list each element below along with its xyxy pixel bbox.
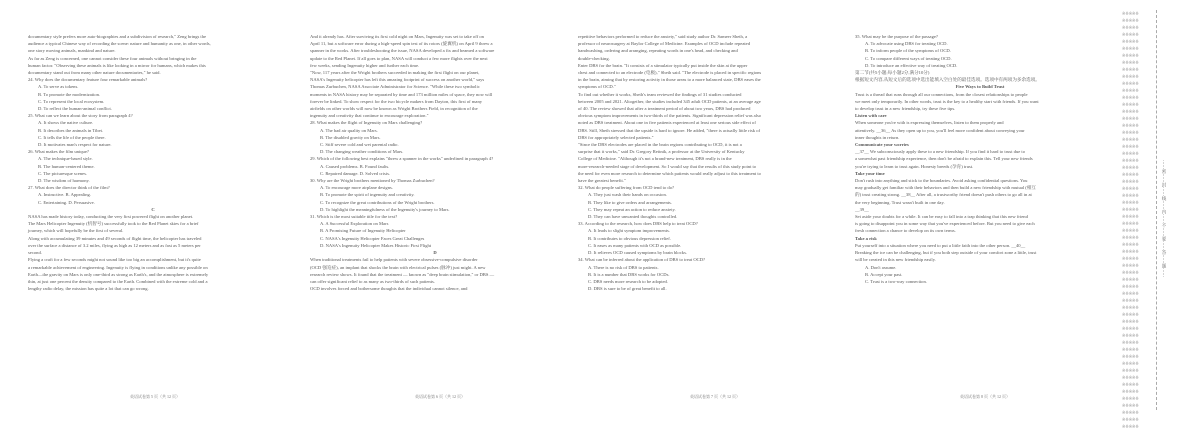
text-line: spanner in the works. After troubleshooting the issue, NASA developed a fix and beamed a software bbox=[310, 48, 495, 54]
text-line: 30. Why are the Wright brothers mentioned by Thomas Zurbuchen? bbox=[310, 178, 435, 184]
text-line: documentary stand out from many other nature documentaries," he said. bbox=[28, 70, 161, 76]
column-page-8 bbox=[855, 33, 1105, 393]
text-line: of 40. The review showed that after a treatment period of about two years, DBS had produced bbox=[578, 106, 751, 112]
text-line: attentively. __36__ As they open up to you, you'll feel more confident about conveying your bbox=[855, 127, 1025, 133]
text-line: OCD involves forced and bothersome thoughts that the individual cannot silence, and bbox=[310, 286, 468, 292]
text-line: B. Accept your past. bbox=[865, 271, 903, 277]
text-line: ingenuity and creativity that continue to encourage exploration." bbox=[310, 113, 429, 119]
column-page-7 bbox=[578, 33, 832, 393]
text-line: NASA has made history today, conducting the very first powered flight on another planet. bbox=[28, 214, 194, 220]
text-line: one story moving animals, mankind and nature. bbox=[28, 48, 116, 54]
text-line: 33. According to the research, how does DBS help to treat OCD? bbox=[578, 221, 698, 227]
text-line: Take a risk bbox=[855, 235, 877, 241]
text-line: "Now, 117 years after the Wright brothers succeeded in making the first flight on our planet, bbox=[310, 70, 480, 76]
text-line: B. A Promising Future of Ingenuity Helicopter bbox=[320, 228, 406, 234]
text-line: between 2005 and 2021. Altogether, the studies included 345 adult OCD patients, at an average age bbox=[578, 98, 761, 104]
text-line: A. To serve as tokens. bbox=[38, 84, 79, 90]
text-line: D. It motivates man's respect for nature. bbox=[38, 142, 112, 148]
text-line: C. To compare different ways of treating OCD. bbox=[865, 55, 952, 61]
text-line: Take your time bbox=[855, 170, 885, 176]
text-line: 32. What do people suffering from OCD tend to do? bbox=[578, 185, 675, 191]
binding-margin bbox=[1118, 0, 1200, 429]
text-line: A. The technique-based style. bbox=[38, 156, 93, 162]
seal-line-text: ……密……封……线……内……不……要……答……题…… bbox=[1161, 160, 1166, 277]
text-line: __37__ We subconsciously apply these to a new friendship. If you find it hard to trust due to bbox=[855, 149, 1025, 155]
text-line: 34. What can be inferred about the application of DBS to treat OCD? bbox=[578, 257, 706, 263]
text-line: journey, which will hopefully be the first of several. bbox=[28, 228, 124, 234]
text-line: B. The disabled gravity on Mars. bbox=[320, 134, 381, 140]
page-footer-8: 英语试卷第 8 页（共 12 页） bbox=[960, 394, 1010, 399]
text-line: The Mars Helicopter Ingenuity (机智号) successfully took to the Red Planet skies for a brief bbox=[28, 221, 199, 227]
text-line: B. To inform people of the symptoms of OCD. bbox=[865, 48, 951, 54]
text-line: can offer significant relief to as many as two-thirds of such patients. bbox=[310, 278, 435, 284]
text-line: you're trying to learn to trust again. Honesty breeds (孕育) trust. bbox=[855, 163, 974, 169]
text-line: chest and connected to an electrode (电极)," Sheth said. "The electrode is placed in specific regions bbox=[578, 70, 762, 76]
text-line: 31. Which is the most suitable title for the text? bbox=[310, 214, 398, 220]
text-line: B. The human-centered theme. bbox=[38, 163, 95, 169]
text-line: April 11, but a software error during a high-speed spin test of its rotors (旋翼机) on April 9 threw a bbox=[310, 41, 493, 47]
text-line: C. Repaired damage. D. Solved crisis. bbox=[320, 170, 391, 176]
text-line: research review shows. It found that the treatment — known as "deep brain stimulation," or DBS — bbox=[310, 271, 495, 277]
text-line: D. The changing weather conditions of Mars. bbox=[320, 149, 404, 155]
text-line: __39__ bbox=[855, 206, 869, 212]
text-line: D. DBS is sure to be of great benefit to all. bbox=[588, 286, 667, 292]
text-line: When someone you're with is expressing themselves, listen to them properly and bbox=[855, 120, 1004, 126]
text-line: C. To recognize the great contributions of the Wright brothers. bbox=[320, 199, 435, 205]
seal-line bbox=[1156, 10, 1157, 410]
text-line: fresh connection a chance to develop on its own terms. bbox=[855, 228, 956, 234]
text-line: is going to disappoint you in some way that you've experienced before. But you need to give each bbox=[855, 221, 1035, 227]
text-line: As far as Zeng is concerned, one cannot consider these four animals without bringing in the bbox=[28, 55, 197, 61]
page-footer-5: 英语试卷第 5 页（共 12 页） bbox=[130, 394, 180, 399]
text-line: D. To introduce an effective way of treating OCD. bbox=[865, 62, 958, 68]
text-line: handwashing, ordering and arranging, repeating words in one's head, and checking and bbox=[578, 48, 738, 54]
text-line: 35. What may be the purpose of the passage? bbox=[855, 34, 938, 39]
text-line: D bbox=[433, 250, 437, 256]
margin-dot-pattern: ※※※※※ ※※※※※ ※※※※※ ※※※※※ ※※※※※ ※※※※※ ※※※※※ ※※※※※ ※※※※※ ※※※※※ ※※※※※ ※※※※※ ※※※※※ ※※※※※ ※※※※※ ※※※※※ ※※※※※ ※※※※※ ※※※※※ ※※※※※ ※※※※※ ※※※※※ ※※※※※ ※※※※※ ※※※※※ ※※※※※ ※※※※※ ※※※※※ ※※※※※ ※※※※※ ※※※※※ ※※※※※ ※※※※※ ※※※※※ ※※※※※ ※※※※※ ※※※※※ ※※※※※ ※※※※※ ※※※※※ ※※※※※ ※※※※※ ※※※※※ ※※※※※ ※※※※※ ※※※※※ ※※※※※ ※※※※※ ※※※※※ ※※※※※ ※※※※※ ※※※※※ ※※※※※ ※※※※※ ※※※※※ ※※※※※ ※※※※※ ※※※※※ ※※※※※ ※※※※※ bbox=[1122, 11, 1139, 429]
text-line: A. To advocate using DBS for treating OCD. bbox=[865, 41, 948, 47]
text-line: Five Ways to Build Trust bbox=[955, 84, 1005, 90]
text-line: Enter DBS for the brain. "It consists of a stimulator typically put inside the skin at the upper bbox=[578, 62, 748, 68]
text-line: D. The wisdom of harmony. bbox=[38, 178, 90, 184]
text-line: may gradually get familiar with their behaviors and then build a new friendship with mutual (相互 bbox=[855, 185, 1037, 191]
text-line: D. NASA's Ingenuity Helicopter Makes Historic First Flight bbox=[320, 242, 432, 248]
text-line: 24. Why does the documentary feature four remarkable animals? bbox=[28, 77, 148, 83]
page-footer-6: 英语试卷第 6 页（共 12 页） bbox=[415, 394, 465, 399]
text-line: "Since the DBS electrodes are placed in the brain regions contributing to OCD, it is not a bbox=[578, 142, 742, 148]
text-line: D. It relieves OCD caused symptoms by brain blocks. bbox=[588, 250, 688, 256]
text-line: we meet only temporarily. In other words, trust is the key to a healthy start with friends. If you want bbox=[855, 98, 1039, 104]
page-footer-7: 英语试卷第 7 页（共 12 页） bbox=[690, 394, 740, 399]
text-line: C. Stiff severe cold and wet parental radio. bbox=[320, 142, 399, 148]
column-page-6 bbox=[310, 33, 560, 393]
text-line: Communicate your worries bbox=[855, 142, 909, 148]
text-line: 根据短文内容,从短文后的选项中选出能填入空白处的最佳选项。选项中有两项为多余选项。 bbox=[855, 77, 1040, 83]
text-line: A. There is no risk of DBS to patients. bbox=[588, 264, 659, 270]
text-line: C. Trust is a two-way connection. bbox=[865, 278, 927, 284]
text-line: 28. What makes the flight of Ingenuity on Mars challenging? bbox=[310, 120, 423, 126]
text-line: B. They like to give orders and arrangements. bbox=[588, 199, 672, 205]
text-line: Breaking the ice can be challenging, but if you both step outside of your comfort zone a little, trust bbox=[855, 250, 1037, 256]
text-line: symptoms of OCD." bbox=[578, 84, 616, 90]
text-line: B. To promote the spirit of ingenuity and creativity. bbox=[320, 192, 415, 198]
text-line: DBS for appropriately selected patients." bbox=[578, 134, 654, 140]
text-line: C. To represent the local ecosystem. bbox=[38, 98, 105, 104]
text-line: double-checking. bbox=[578, 55, 610, 61]
text-line: C. NASA's Ingenuity Helicopter Faces Great Challenges bbox=[320, 235, 425, 241]
text-line: Along with accumulating 39 minutes and 49 seconds of flight time, the helicopter has traveled bbox=[28, 235, 202, 241]
text-line: B. It describes the animals in Tibet. bbox=[38, 127, 104, 133]
text-line: B. To promote the modernization. bbox=[38, 91, 101, 97]
text-line: professor of neurosurgery at Baylor College of Medicine. Examples of OCD include repeated bbox=[578, 41, 751, 47]
text-line: Earth—the gravity on Mars is only one-third as strong as Earth's, and the atmosphere is extremely bbox=[28, 271, 209, 277]
text-line: NASA's Ingenuity helicopter has left this amazing footprint of success on another world," says bbox=[310, 77, 485, 83]
text-line: Don't rush into anything and stick to the boundaries. Avoid asking confidential questions. You bbox=[855, 178, 1028, 184]
text-line: C bbox=[151, 206, 155, 212]
text-line: Trust is a thread that runs through all our connections, from the closest relationships to people bbox=[855, 91, 1028, 97]
text-line: Set aside your doubts for a while. It can be easy to fall into a trap thinking that this new friend bbox=[855, 214, 1028, 220]
text-line: human factor. "Observing these animals is like looking in a mirror for humans, which makes this bbox=[28, 62, 206, 68]
text-line: And it already has. After surviving its first cold night on Mars, Ingenuity was set to take off on bbox=[310, 34, 484, 39]
text-line: A. The bad air quality on Mars. bbox=[320, 127, 378, 133]
text-line: a remarkable achievement of engineering. Ingenuity is flying in conditions unlike any possible on bbox=[28, 264, 208, 270]
text-line: Flying a craft for a few seconds might not sound like too big an accomplishment, but it's quite bbox=[28, 257, 201, 263]
column-page-5 bbox=[28, 33, 278, 393]
text-line: thin, at just one percent the density compared to the Earth. Combined with the extreme cold and a bbox=[28, 278, 208, 284]
text-line: in the brain, aiming that by restoring activity in those areas to a more balanced state, DBS eases the bbox=[578, 77, 761, 83]
text-line: forever be linked. To show respect for the two bicycle makers from Dayton, this first of many bbox=[310, 98, 483, 104]
text-line: College of Medicine. "Although it's not a brand-new treatment, DBS really is in the bbox=[578, 156, 732, 162]
text-line: A. They just wash their hands on occasion. bbox=[588, 192, 667, 198]
text-line: have the greatest benefit." bbox=[578, 178, 626, 184]
text-line: obvious symptom improvements in two-thirds of the patients. Significant depression relief was also bbox=[578, 113, 762, 119]
text-line: lengthy radio delay, the mission has quite a lot that can go wrong. bbox=[28, 286, 149, 292]
text-line: repetitive behaviors performed to reduce the anxiety," said study author Dr. Sameer Sheth, a bbox=[578, 34, 748, 39]
text-line: D. To highlight the meaningfulness of the Ingenuity's journey to Mars. bbox=[320, 206, 450, 212]
text-line: a somewhat past friendship experience, then don't be afraid to explain this. Tell your new friends bbox=[855, 156, 1033, 162]
text-line: the need for even more research to determine which patients would really adjust to this treatment to bbox=[578, 170, 761, 176]
text-line: the very beginning. Trust wasn't built in one day. bbox=[855, 199, 945, 205]
text-line: over the surface a distance of 3.2 miles, flying as high as 12 meters and as fast as 5 meters per bbox=[28, 242, 201, 248]
text-line: A. It leads to slight symptom improvements. bbox=[588, 228, 670, 234]
text-line: 27. What does the director think of the film? bbox=[28, 185, 110, 191]
text-line: few weeks, sending Ingenuity higher and further each time. bbox=[310, 62, 420, 68]
text-line: audience a typical Chinese way of recording the scene: nature and humanity as one, in other words, bbox=[28, 41, 211, 47]
text-line: C. Entertaining. D. Persuasive. bbox=[38, 199, 95, 205]
text-line: to develop trust in a new friendship, try these five tips. bbox=[855, 106, 956, 112]
text-line: surprise that it works," said Dr. Gregory Reitnik, a professor at the University of Kentucky bbox=[578, 149, 745, 155]
text-line: To find out whether it works, Sheth's team reviewed the findings of 31 studies conducted bbox=[578, 91, 742, 97]
text-line: Listen with care bbox=[855, 113, 887, 119]
text-line: 第二节(共5小题;每小题2分,满分10分) bbox=[855, 70, 930, 76]
text-line: A. To encourage more airplane designs. bbox=[320, 185, 393, 191]
text-line: C. The picturesque scenes. bbox=[38, 170, 88, 176]
text-line: C. DBS needs more research to be adopted. bbox=[588, 278, 668, 284]
text-line: Put yourself into a situation where you need to put a little faith into the other person. __40__ bbox=[855, 242, 1026, 248]
text-line: B. It is a number that DBS works for OCDs. bbox=[588, 271, 670, 277]
text-line: moments in NASA history may be separated by time and 173 million miles of space, they now will bbox=[310, 91, 493, 97]
text-line: C. They may repeat an action to reduce anxiety. bbox=[588, 206, 676, 212]
text-line: When traditional treatments fail to help patients with severe obsessive-compulsive disorder bbox=[310, 257, 478, 263]
text-line: A. It shows the native culture. bbox=[38, 120, 94, 126]
text-line: A. Caused problems. B. Found faults. bbox=[320, 163, 390, 169]
text-line: 的) trust creating strong. __38__ After all, a trustworthy friend doesn't push others to go all in at bbox=[855, 192, 1032, 198]
text-line: 26. What makes the film unique? bbox=[28, 149, 89, 155]
text-line: inner thoughts in return. bbox=[855, 134, 900, 140]
text-line: DBS. Still, Sheth stressed that the upside is hard to ignore. He added, "there is actually little risk of bbox=[578, 127, 761, 133]
text-line: C. It tells the life of the people there. bbox=[38, 134, 106, 140]
text-line: airfields on other worlds will now be known as Wright Brothers Field, in recognition of the bbox=[310, 106, 478, 112]
text-line: second. bbox=[28, 250, 42, 256]
text-line: 29. Which of the following best explains "threw a spanner in the works" underlined in paragraph 4? bbox=[310, 156, 494, 162]
text-line: D. To reflect the human-animal conflict. bbox=[38, 106, 112, 112]
text-line: (OCD 强迫症), an implant that shocks the brain with electrical pulses (脉冲) just might. A new bbox=[310, 264, 486, 270]
text-line: 25. What can we learn about the story from paragraph 4? bbox=[28, 113, 133, 119]
text-line: D. They can have unwanted thoughts controlled. bbox=[588, 214, 678, 220]
text-line: A. Don't assume. bbox=[865, 264, 897, 270]
text-line: will be created in this new friendship easily. bbox=[855, 257, 936, 263]
text-line: documentary style prefers more auto-biographies and a subdivision of research," Zeng brings the bbox=[28, 34, 207, 39]
text-line: update to the Red Planet. If all goes to plan, NASA will conduct a few more flights over the next bbox=[310, 55, 488, 61]
text-line: more-research-needed stage of development. So I would say that the results of this study point to bbox=[578, 163, 757, 169]
text-line: A. Instructive. B. Appealing. bbox=[38, 192, 91, 198]
text-line: B. It contributes to obvious depression relief. bbox=[588, 235, 671, 241]
text-line: Thomas Zurbuchen, NASA Associate Administrator for Science. "While these two symbolic bbox=[310, 84, 480, 90]
text-line: A. A Successful Exploration on Mars bbox=[320, 221, 389, 227]
text-line: C. It eases as many patients with OCD as possible. bbox=[588, 242, 682, 248]
text-line: noted as DBS treatment. About one in five patients experienced at least one serious side effect of bbox=[578, 120, 756, 126]
